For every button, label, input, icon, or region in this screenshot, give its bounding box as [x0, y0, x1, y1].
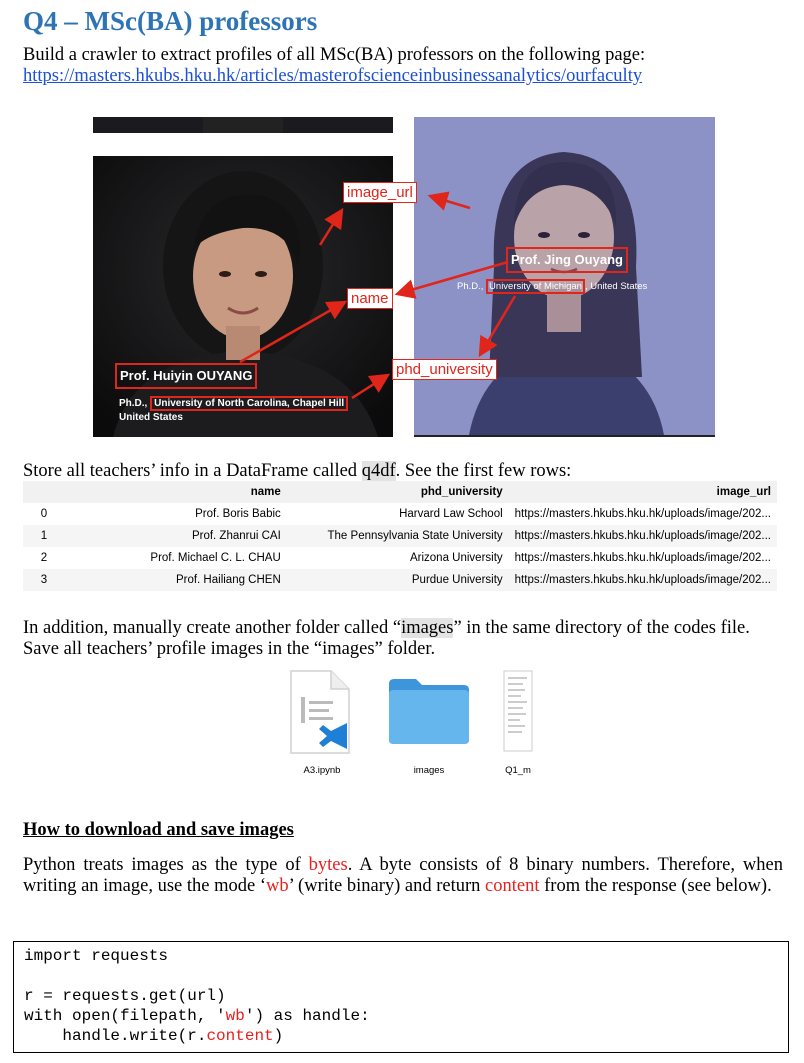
annotation-arrows [0, 0, 804, 500]
header-url: image_url [509, 481, 777, 503]
arrow-left-image [320, 210, 342, 245]
row-index: 2 [40, 552, 48, 564]
header-index [23, 481, 65, 503]
intro-text: Build a crawler to extract profiles of all MSc(BA) professors on the following page: [23, 45, 646, 65]
right-name-box: Prof. Jing Ouyang [506, 247, 628, 273]
folder-name-highlight: images [401, 618, 454, 638]
header-name: name [65, 481, 287, 503]
right-university-box: University of Michigan [486, 279, 585, 294]
blue-folder-icon[interactable] [386, 676, 472, 746]
page-title: Q4 – MSc(BA) professors [23, 6, 318, 36]
code-block [13, 941, 789, 1053]
document-file-icon[interactable] [503, 670, 533, 752]
row-url: https://masters.hkubs.hku.hk/uploads/image/202... [514, 552, 771, 564]
row-index: 0 [40, 508, 48, 520]
table-header-row [23, 481, 777, 503]
vscode-notebook-file-icon[interactable] [287, 667, 355, 757]
code-line-3: r = requests.get(url) [24, 987, 226, 1005]
row-name: Prof. Zhanrui CAI [65, 525, 287, 547]
row-name: Prof. Michael C. L. CHAU [150, 552, 281, 564]
addition-paragraph: In addition, manually create another folder called “images” in the same directory of the codes file. Save all teachers’ profile images in the “images” folder. [23, 618, 750, 659]
table-row [23, 547, 777, 569]
arrow-right-name [397, 262, 508, 294]
file-name-ipynb: A3.ipynb [303, 765, 341, 776]
code-line-5: handle.write(r.content) [24, 1027, 284, 1045]
left-name-box: Prof. Huiyin OUYANG [115, 363, 257, 389]
header-phd: phd_university [287, 481, 509, 503]
right-degree: Ph.D., University of Michigan , United States [457, 281, 648, 292]
file-name-q1: Q1_m [505, 765, 531, 776]
store-paragraph: Store all teachers’ info in a DataFrame called q4df. See the first few rows: [23, 461, 572, 481]
row-name: Prof. Hailiang CHEN [65, 569, 287, 591]
code-line-1: import requests [24, 947, 169, 965]
row-phd: Arizona University [409, 552, 503, 564]
code-line-4: with open(filepath, 'wb') as handle: [24, 1007, 370, 1025]
label-phd-university: phd_university [392, 359, 497, 380]
row-url: https://masters.hkubs.hku.hk/uploads/image/202... [514, 508, 771, 520]
label-image-url: image_url [343, 182, 417, 203]
row-index: 3 [23, 569, 65, 591]
left-university-box: University of North Carolina, Chapel Hill [150, 396, 348, 411]
arrow-right-phd [480, 296, 515, 355]
label-name: name [347, 288, 393, 309]
table-row [23, 569, 777, 591]
arrow-right-image [430, 196, 470, 208]
row-phd: Purdue University [287, 569, 509, 591]
arrow-left-phd [352, 375, 388, 398]
arrow-left-name [240, 302, 345, 362]
folder-name-images: images [413, 765, 445, 776]
dataframe-table [23, 481, 777, 591]
row-phd: Harvard Law School [399, 508, 503, 520]
faculty-page-link[interactable]: https://masters.hkubs.hku.hk/articles/masterofscienceinbusinessanalytics/ourfaculty [23, 66, 643, 86]
row-name: Prof. Boris Babic [195, 508, 281, 520]
row-phd: The Pennsylvania State University [287, 525, 509, 547]
dataframe-name: q4df [361, 461, 396, 481]
row-index: 1 [23, 525, 65, 547]
table-row [23, 503, 777, 525]
howto-paragraph: Python treats images as the type of bytes. A byte consists of 8 binary numbers. Therefore, when writing an image, use the mode ‘wb’ (write binary) and return content from the response (see below). [23, 855, 784, 896]
table-row [23, 525, 777, 547]
row-url: https://masters.hkubs.hku.hk/uploads/image/202... [509, 525, 777, 547]
left-degree: Ph.D., University of North Carolina, Chapel Hill United States [119, 397, 348, 425]
howto-heading: How to download and save images [23, 820, 294, 840]
row-url: https://masters.hkubs.hku.hk/uploads/image/202... [509, 569, 777, 591]
